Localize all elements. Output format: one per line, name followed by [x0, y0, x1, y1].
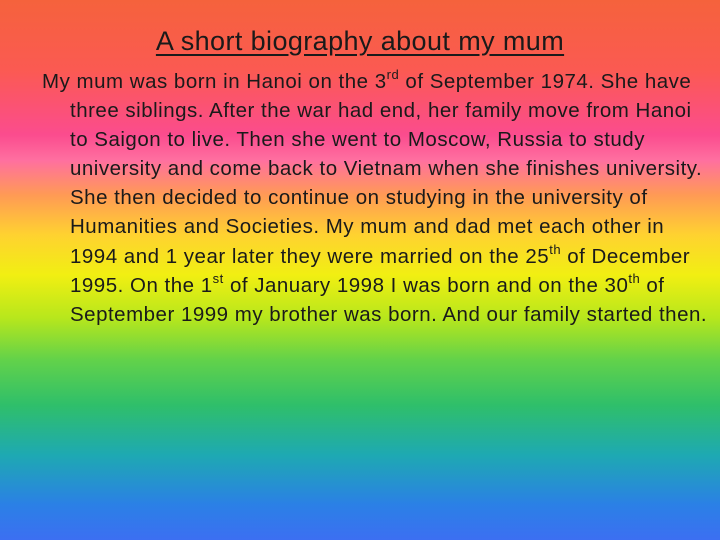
ordinal-suffix-th-2: th	[628, 270, 641, 286]
bio-text-1: My mum was born in Hanoi on the 3	[42, 70, 387, 93]
ordinal-suffix-th: th	[549, 241, 562, 257]
biography-paragraph	[42, 67, 710, 329]
bio-text-2: of September 1974. She have three siblings. After the war had end, her family move from Hanoi to Saigon to live. Then she went to Moscow, Russia to study university and come back to Vietnam when she finishes university. She then decided to continue on studying in the university of Humanities and Societies. My mum and dad met each other in 1994 and 1 year later they were married on the 25	[70, 70, 703, 268]
bio-text-4: of January 1998 I was born and on the 30	[223, 273, 629, 297]
slide-title: A short biography about my mum	[155, 26, 565, 56]
ordinal-suffix-rd: rd	[386, 67, 400, 82]
ordinal-suffix-st: st	[212, 270, 224, 286]
bio-text-5: of September 1999 my brother was born. And our family started then.	[70, 273, 708, 326]
bio-text-3: of December 1995. On the 1	[70, 244, 691, 297]
